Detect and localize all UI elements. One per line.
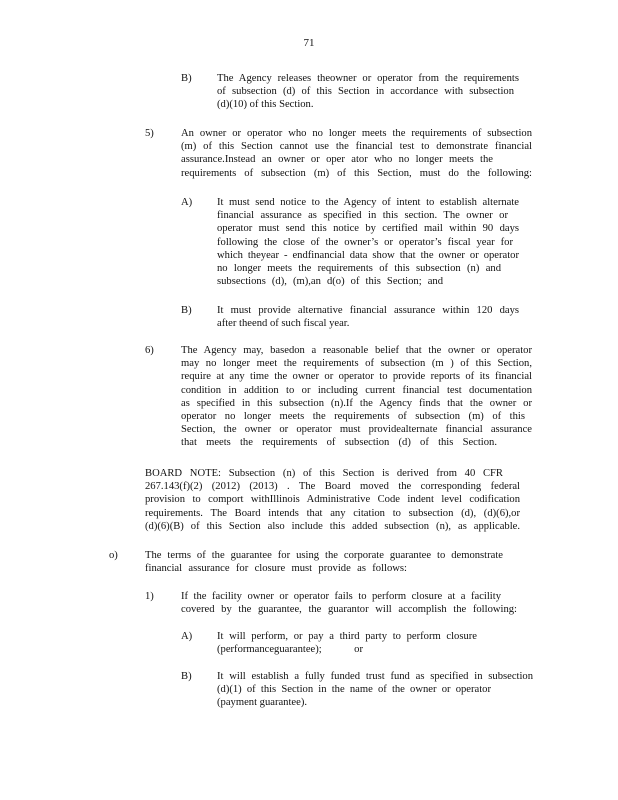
text-line: assurance.Instead an owner or oper ator who no longer meets the — [181, 154, 493, 166]
text-line: that meets the requirements of subsection (d) of this Section. — [181, 437, 497, 449]
text-line: which theyear - endfinancial data show that the owner or operator — [217, 249, 519, 261]
text-line: after theend of such fiscal year. — [217, 318, 350, 330]
text-line: financial assurance for closure must provide as follows: — [145, 563, 407, 575]
text-line: operator no longer meets the requirements of subsection (m) of this — [181, 411, 525, 423]
text-line: requirements of subsection (m) of this Section, must do the following: — [181, 167, 532, 179]
board-note — [145, 467, 520, 533]
text-line: If the facility owner or operator fails to perform closure at a facility — [181, 591, 501, 602]
text-line: 267.143(f)(2) (2012) (2013) . The Board moved the corresponding federal — [145, 481, 520, 493]
paragraph-label: A) — [181, 631, 193, 642]
paragraph-label: B) — [181, 671, 192, 682]
text-line: financial assurance as specified in this section. The owner or — [217, 210, 508, 222]
text-line: provision to comport withIllinois Administrative Code indent level codification — [145, 494, 520, 506]
text-line: It must send notice to the Agency of intent to establish alternate — [217, 197, 519, 208]
text-line: (m) of this Section cannot use the financial test to demonstrate financial — [181, 141, 532, 153]
text-line: (d)(6)(B) of this Section also include this added subsection (n), as applicable. — [145, 520, 520, 532]
text-line: of subsection (d) of this Section in accordance with subsection — [217, 86, 514, 98]
paragraph-label: 6) — [145, 345, 154, 356]
text-line: It must provide alternative financial assurance within 120 days — [217, 305, 519, 316]
text-line: It will perform, or pay a third party to perform closure — [217, 631, 477, 642]
text-line: An owner or operator who no longer meets the requirements of subsection — [181, 128, 532, 139]
text-line: (performanceguarantee); or — [217, 644, 363, 656]
text-line: (d)(10) of this Section. — [217, 99, 314, 111]
text-line: may no longer meet the requirements of subsection (m ) of this Section, — [181, 358, 532, 370]
text-line: require at any time the owner or operator to provide reports of its financial — [181, 371, 532, 383]
text-line: The Agency may, basedon a reasonable belief that the owner or operator — [181, 345, 532, 356]
text-line: no longer meets the requirements of this subsection (n) and — [217, 263, 501, 275]
paragraph-label: B) — [181, 73, 192, 84]
text-line: The Agency releases theowner or operator from the requirements — [217, 73, 519, 84]
paragraph-label: 5) — [145, 128, 154, 139]
paragraph-label: A) — [181, 197, 193, 208]
text-line: covered by the guarantee, the guarantor will accomplish the following: — [181, 604, 517, 616]
page-number: 71 — [303, 37, 315, 49]
text-line: Section, the owner or operator must providealternate financial assurance — [181, 424, 532, 436]
paragraph-label: o) — [109, 550, 118, 561]
text-line: (payment guarantee). — [217, 697, 308, 709]
paragraph-label: B) — [181, 305, 192, 316]
text-line: condition in addition to or including current financial test documentation — [181, 384, 532, 396]
text-line: It will establish a fully funded trust fund as specified in subsection — [217, 671, 533, 682]
paragraph-label: 1) — [145, 591, 154, 602]
text-line: BOARD NOTE: Subsection (n) of this Section is derived from 40 CFR — [145, 468, 503, 479]
text-line: The terms of the guarantee for using the corporate guarantee to demonstrate — [145, 550, 503, 561]
text-line: as specified in this subsection (n).If the Agency finds that the owner or — [181, 397, 532, 409]
text-line: operator must send this notice by certified mail within 90 days — [217, 223, 519, 235]
text-line: following the close of the owner’s or operator’s fiscal year for — [217, 236, 513, 248]
text-line: requirements. The Board intends that any citation to subsection (d), (d)(6),or — [145, 507, 520, 519]
text-line: (d)(1) of this Section in the name of the owner or operator — [217, 684, 491, 696]
text-line: subsections (d), (m),an d(o) of this Section; and — [217, 276, 443, 288]
